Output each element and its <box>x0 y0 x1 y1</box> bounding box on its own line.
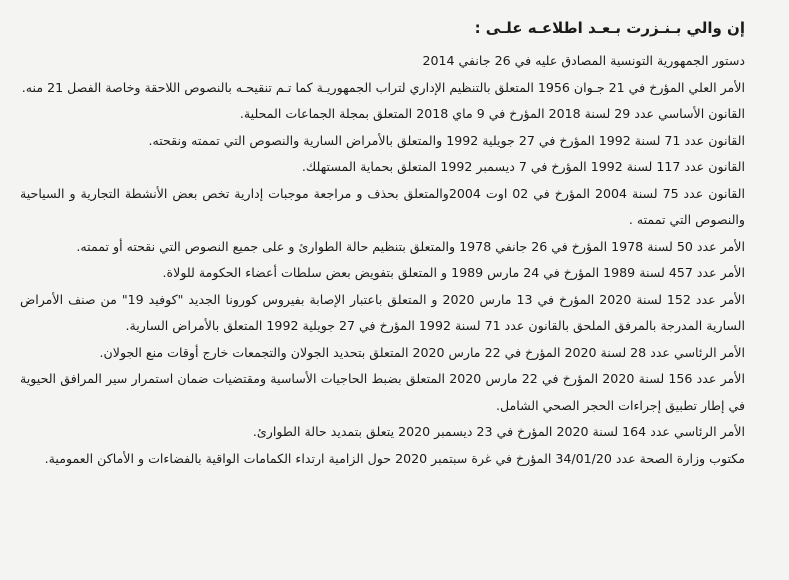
list-item: القانون عدد 117 لسنة 1992 المؤرخ في 7 ديسمبر 1992 المتعلق بحماية المستهلك. <box>301 159 745 174</box>
list-item: القانون الأساسي عدد 29 لسنة 2018 المؤرخ في 9 ماي 2018 المتعلق بمجلة الجماعات المحلية. <box>239 106 745 121</box>
list-item: الأمر عدد 152 لسنة 2020 المؤرخ في 13 مارس 2020 و المتعلق باعتبار الإصابة بفيروس كورونا الجديد "كوفيد 19" من صنف الأمراض السارية المدرجة بالمرفق الملحق بالقانون عدد 71 لسنة 1992 المؤرخ في 27 جويلية 1992 المتعلق بالأمراض السارية. <box>20 291 745 333</box>
list-item: الأمر الرئاسي عدد 164 لسنة 2020 المؤرخ في 23 ديسمبر 2020 يتعلق بتمديد حالة الطوارئ. <box>252 424 745 439</box>
list-item: القانون عدد 75 لسنة 2004 المؤرخ في 02 اوت 2004والمتعلق بحذف و مراجعة موجبات إدارية تخص بعض الأنشطة التجارية و السياحية والنصوص التي تممته . <box>20 185 746 227</box>
list-item: القانون عدد 71 لسنة 1992 المؤرخ في 27 جويلية 1992 والمتعلق بالأمراض السارية والنصوص التي تممته ونقحته. <box>148 132 745 148</box>
list-item: الأمر الرئاسي عدد 28 لسنة 2020 المؤرخ في 22 مارس 2020 المتعلق بتحديد الجولان والتجمعات خارج أوقات منع الجولان. <box>99 344 745 360</box>
list-item: دستور الجمهورية التونسية المصادق عليه في 26 جانفي 2014 <box>422 53 745 68</box>
document-heading: إن والي بـنـزرت بـعـد اطلاعـه علـى : <box>474 19 745 37</box>
list-item: الأمر عدد 50 لسنة 1978 المؤرخ في 26 جانفي 1978 والمتعلق بتنظيم حالة الطوارئ و على جميع النصوص التي نقحته أو تممته. <box>76 238 745 254</box>
list-item: الأمر العلي المؤرخ في 21 جـوان 1956 المتعلق بالتنظيم الإداري لتراب الجمهوريـة كما تـم تنقيحـه بالنصوص اللاحقة وخاصة الفصل 21 منه. <box>21 79 745 95</box>
list-item: مكتوب وزارة الصحة عدد 34/01/20 المؤرخ في غرة سبتمبر 2020 حول الزامية ارتداء الكمامات الواقية بالفضاءات و الأماكن العمومية. <box>44 450 745 466</box>
list-item: الأمر عدد 457 لسنة 1989 المؤرخ في 24 مارس 1989 و المتعلق بتفويض بعض سلطات أعضاء الحكومة للولاة. <box>162 265 745 280</box>
list-item: الأمر عدد 156 لسنة 2020 المؤرخ في 22 مارس 2020 المتعلق بضبط الحاجيات الأساسية ومقتضيات ضمان استمرار سير المرافق الحيوية في إطار تطبيق إجراءات الحجر الصحي الشامل. <box>20 371 745 413</box>
legal-references-list <box>20 48 745 472</box>
